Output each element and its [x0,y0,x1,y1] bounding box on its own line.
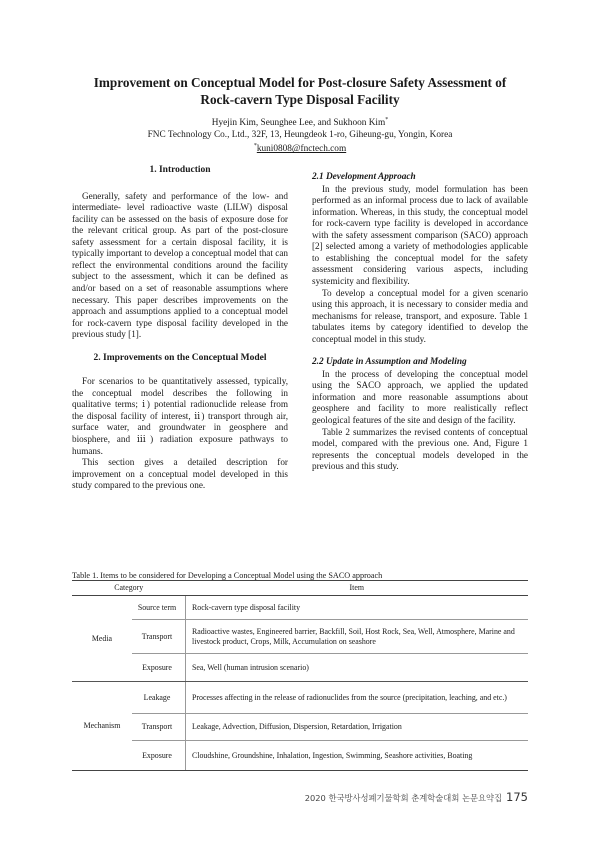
item-cell: Rock-cavern type disposal facility [186,596,529,620]
author-email-link[interactable]: kuni0808@fnctech.com [256,144,347,155]
development-paragraph-2: To develop a conceptual model for a given scenario using this approach, it is necessary to consider media and mechanisms for release, transport, and exposure. Table 1 tabulates items by category identified to develop the conceptual model in this study. [312,287,528,344]
table-row [72,714,528,741]
left-column [72,165,288,492]
item-cell: Leakage, Advection, Diffusion, Dispersion, Retardation, Irrigation [186,714,529,741]
author-names: Hyejin Kim, Seunghee Lee, and Sukhoon Kim [211,118,386,129]
update-paragraph-2: Table 2 summarizes the revised contents of conceptual model, compared with the previous one. And, Figure 1 represents the conceptual models developed in the previous and this study. [312,426,528,472]
subcategory-cell: Transport [132,620,186,654]
paper-title [40,74,560,108]
item-cell: Radioactive wastes, Engineered barrier, Backfill, Soil, Host Rock, Sea, Well, Atmosphere, Marine and livestock product, Crops, Milk, Accumulation on seashore [186,620,529,654]
improvements-paragraph-2: This section gives a detailed description for improvement on a conceptual model developed in this study compared to the previous one. [72,457,288,491]
author-affiliation: FNC Technology Co., Ltd., 32F, 13, Heungdeok 1-ro, Giheung-gu, Yongin, Korea [147,129,453,140]
item-cell: Processes affecting in the release of radionuclides from the source (precipitation, leaching, and etc.) [186,682,529,714]
subsection-heading-update: 2.2 Update in Assumption and Modeling [312,357,467,368]
right-column [312,165,528,473]
table-row [72,620,528,654]
subcategory-cell: Leakage [132,682,186,714]
subcategory-cell: Exposure [132,654,186,682]
footer-proceedings-title: 2020 한국방사성폐기물학회 춘계학술대회 논문요약집 [304,793,503,803]
subcategory-cell: Exposure [132,741,186,771]
table-row [72,741,528,771]
email-mark: * [253,143,257,150]
author-names-line [40,115,560,130]
item-cell: Sea, Well (human intrusion scenario) [186,654,529,682]
items-table [72,580,528,771]
introduction-paragraph: Generally, safety and performance of the low- and intermediate- level radioactive waste (LILW) disposal facility can be assessed on the basis of exposure dose for the relevant critical group. As part of the post-closure safety assessment for a certain disposal facility, it is typically important to develop a conceptual model that can reflect the environmental conditions around the facility subject to the assessment, which it can be defined as and/or based on a set of reasonable assumptions where necessary. This paper describes improvements on the approach and assumptions applied to a conceptual model for rock-cavern type disposal facility developed in the previous study [1]. [72,190,288,340]
item-cell: Cloudshine, Groundshine, Inhalation, Ingestion, Swimming, Seashore activities, Boating [186,741,529,771]
table-row [72,654,528,682]
table-row [72,596,528,620]
page-footer [305,790,528,804]
subsection-heading-development-approach: 2.1 Development Approach [312,172,416,182]
section-heading-improvements: 2. Improvements on the Conceptual Model [93,352,267,363]
paper-title-line-1: Improvement on Conceptual Model for Post-closure Safety Assessment of [93,75,507,90]
improvements-paragraph-1: For scenarios to be quantitatively assessed, typically, the conceptual model describes the following in qualitative terms; ⅰ) potential radionuclide release from the disposal facility of interest, ⅱ) transport through air, surface water, and groundwater in geosphere and biosphere, and ⅲ) radiation exposure pathways to humans. [72,376,288,456]
section-heading-introduction: 1. Introduction [149,165,211,175]
table-header-row [72,581,528,596]
subcategory-cell: Transport [132,714,186,741]
corresponding-mark: * [385,117,389,123]
page-number: 175 [506,790,528,804]
development-paragraph-1: In the previous study, model formulation has been performed as an informal process due to lack of available information. Whereas, in this study, the conceptual model for rock-cavern type facility is developed in accordance with the safety assessment comparison (SACO) approach [2] selected among a variety of methodologies applicable to establishing the conceptual model for the safety assessment considering various aspects, including systemicity and flexibility. [312,183,528,286]
update-paragraph-1: In the process of developing the conceptual model using the SACO approach, we applied the updated information and more reasonable assumptions about geosphere and facility to more realistically reflect geological features of the site and design of the facility. [312,368,528,426]
author-email-line [40,141,560,156]
header-item: Item [186,581,529,596]
table-row [72,682,528,714]
paper-title-line-2: Rock-cavern Type Disposal Facility [200,92,400,107]
table-caption: Table 1. Items to be considered for Developing a Conceptual Model using the SACO approach [72,571,383,580]
subcategory-cell: Source term [132,596,186,620]
category-media: Media [72,596,132,682]
author-block [40,115,560,156]
category-mechanism: Mechanism [72,682,132,771]
header-category: Category [72,581,186,596]
